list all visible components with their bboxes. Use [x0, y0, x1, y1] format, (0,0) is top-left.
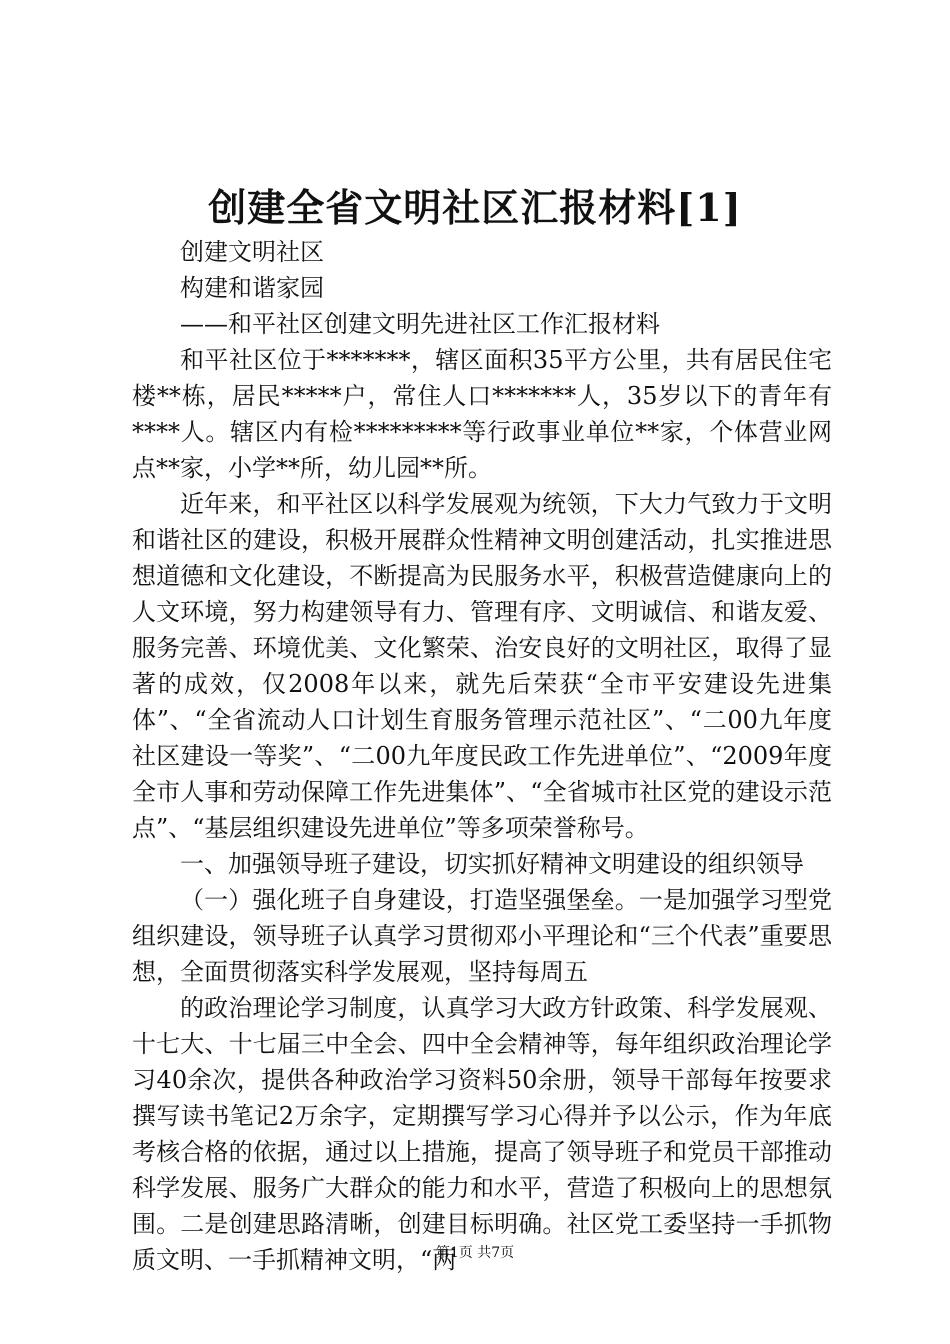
subtitle-line-1: 创建文明社区: [180, 238, 324, 266]
subtitle-line-2: 构建和谐家园: [180, 274, 324, 302]
document-title: 创建全省文明社区汇报材料[1]: [208, 185, 742, 230]
body-paragraph: （一）强化班子自身建设，打造坚强堡垒。一是加强学习型党组织建设，领导班子认真学习贯彻邓小平理论和“三个代表”重要思想，全面贯彻落实科学发展观，坚持每周五: [132, 886, 832, 986]
body-paragraph: 和平社区位于*******，辖区面积35平方公里，共有居民住宅楼**栋，居民*****户，常住人口*******人，35岁以下的青年有****人。辖区内有检*********等行政事业单位**家，个体营业网点**家，小学**所，幼儿园**所。: [132, 346, 832, 482]
body-paragraph: 的政治理论学习制度，认真学习大政方针政策、科学发展观、十七大、十七届三中全会、四中全会精神等，每年组织政治理论学习40余次，提供各种政治学习资料50余册，领导干部每年按要求撰写读书笔记2万余字，定期撰写学习心得并予以公示，作为年底考核合格的依据，通过以上措施，提高了领导班子和党员干部推动科学发展、服务广大群众的能力和水平，营造了积极向上的思想氛围。二是创建思路清晰，创建目标明确。社区党工委坚持一手抓物质文明、一手抓精神文明，“两: [132, 994, 832, 1274]
body-paragraph: 近年来，和平社区以科学发展观为统领，下大力气致力于文明和谐社区的建设，积极开展群众性精神文明创建活动，扎实推进思想道德和文化建设，不断提高为民服务水平，积极营造健康向上的人文环境，努力构建领导有力、管理有序、文明诚信、和谐友爱、服务完善、环境优美、文化繁荣、治安良好的文明社区，取得了显著的成效，仅2008年以来，就先后荣获“全市平安建设先进集体”、“全省流动人口计划生育服务管理示范社区”、“二00九年度社区建设一等奖”、“二00九年度民政工作先进单位”、“2009年度全市人事和劳动保障工作先进集体”、“全省城市社区党的建设示范点”、“基层组织建设先进单位”等多项荣誉称号。: [132, 490, 832, 842]
page-number-footer: 第1页 共7页: [435, 1245, 515, 1261]
section-heading: 一、加强领导班子建设，切实抓好精神文明建设的组织领导: [180, 850, 804, 878]
subtitle-line-3: ——和平社区创建文明先进社区工作汇报材料: [180, 310, 660, 338]
document-body: [132, 234, 832, 1278]
